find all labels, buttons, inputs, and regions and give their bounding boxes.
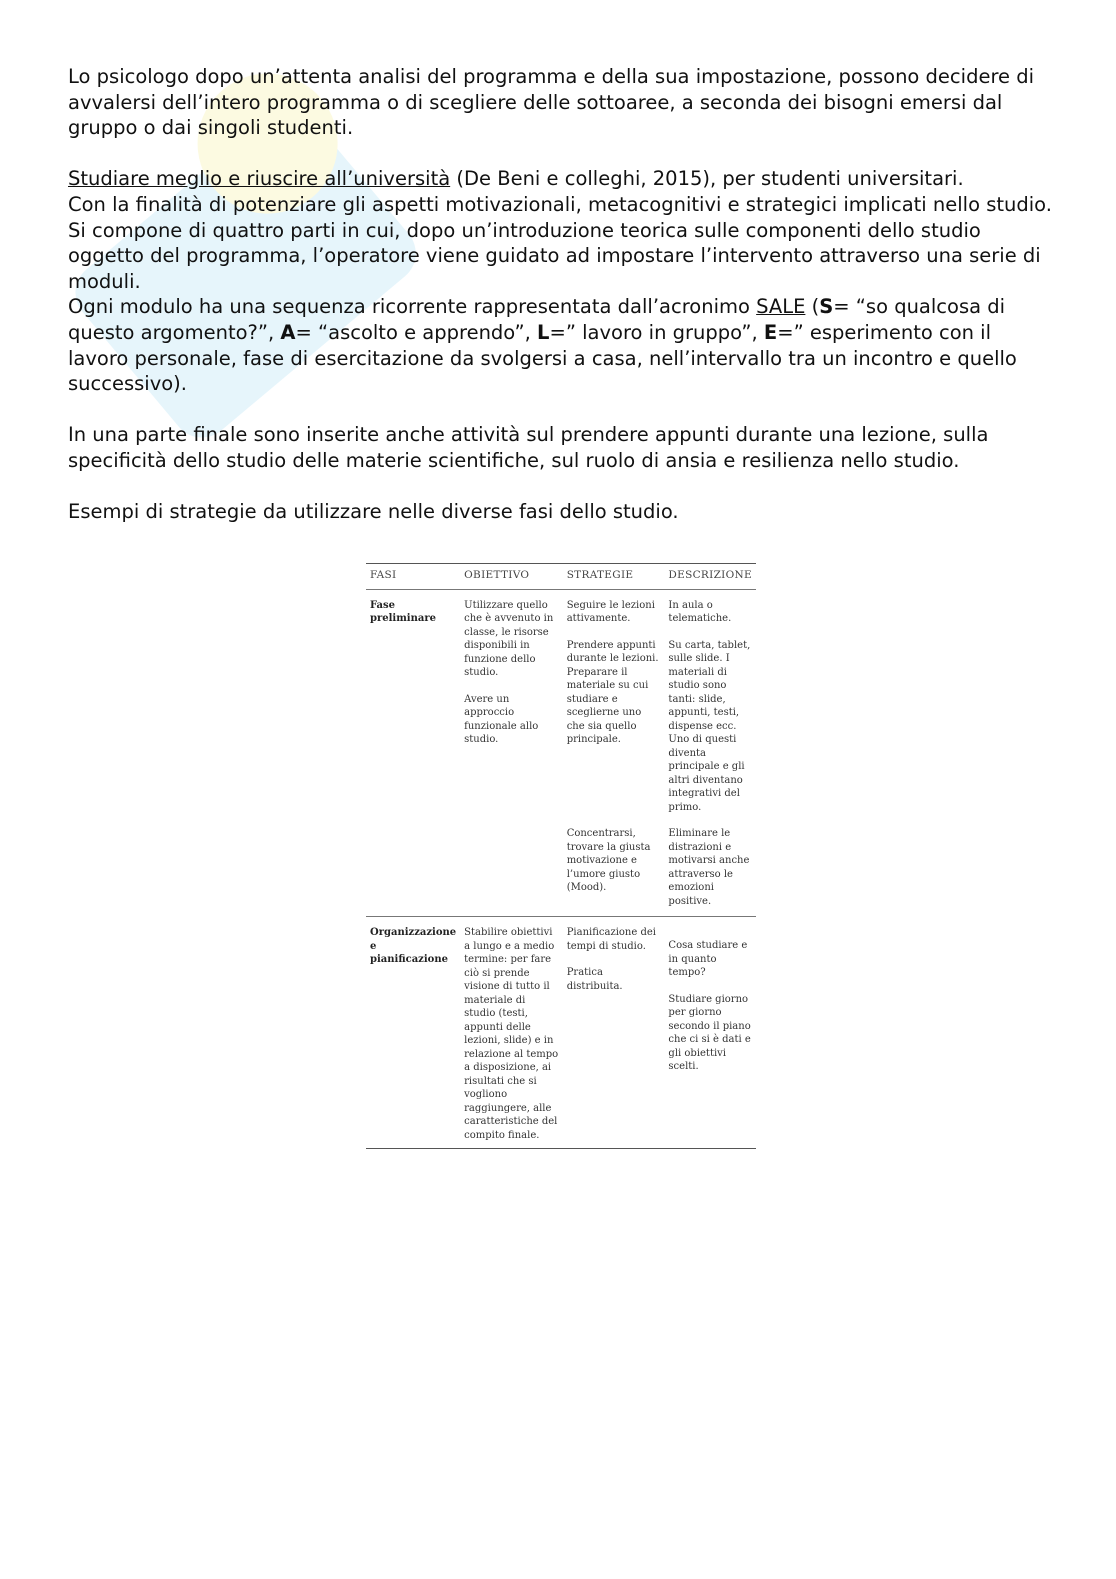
document-body bbox=[68, 64, 1053, 525]
header-descrizione: DESCRIZIONE bbox=[664, 564, 756, 590]
obiettivo-cell bbox=[460, 818, 563, 917]
fase-cell bbox=[366, 818, 460, 917]
sale-acronym: SALE bbox=[756, 295, 806, 319]
descrizione-cell: Cosa studiare e in quanto tempo? Studiare giorno per giorno secondo il piano che ci si è dati e gli obiettivi scelti. bbox=[664, 917, 756, 1149]
table-row bbox=[366, 818, 756, 917]
strategies-table-container bbox=[366, 563, 756, 1149]
strategies-table bbox=[366, 563, 756, 1149]
obiettivo-cell: Stabilire obiettivi a lungo e a medio termine: per fare ciò si prende visione di tutto il materiale di studio (testi, appunti delle lezioni, slide) e in relazione al tempo a disposizione, ai risultati che si vogliono raggiungere, alle caratteristiche del compito finale. bbox=[460, 917, 563, 1149]
program-paragraph bbox=[68, 166, 1053, 192]
header-strategie: STRATEGIE bbox=[563, 564, 665, 590]
fase-cell: Fase preliminare bbox=[370, 599, 436, 624]
strategie-cell: Seguire le lezioni attivamente. Prendere appunti durante le lezioni. Preparare il materiale su cui studiare e sceglierne uno che sia quello principale. bbox=[566, 599, 659, 745]
program-title-link[interactable]: Studiare meglio e riuscire all’università bbox=[68, 167, 451, 191]
header-obiettivo: OBIETTIVO bbox=[460, 564, 563, 590]
program-citation: (De Beni e colleghi, 2015), per studenti universitari. bbox=[450, 167, 964, 191]
descrizione-cell: Eliminare le distrazioni e motivarsi anche attraverso le emozioni positive. bbox=[664, 818, 756, 917]
table-row bbox=[366, 589, 756, 818]
table-row bbox=[366, 917, 756, 1149]
strategie-cell: Concentrarsi, trovare la giusta motivazione e l’umore giusto (Mood). bbox=[563, 818, 665, 917]
structure-paragraph: Si compone di quattro parti in cui, dopo un’introduzione teorica sulle componenti dello studio oggetto del programma, l’operatore viene guidato ad impostare l’intervento attraverso una serie di moduli. bbox=[68, 218, 1041, 293]
intro-paragraph: Lo psicologo dopo un’attenta analisi del programma e della sua impostazione, possono decidere di avvalersi dell’intero programma o di scegliere delle sottoaree, a seconda dei bisogni emersi dal gruppo o dai singoli studenti. bbox=[68, 65, 1035, 140]
examples-caption: Esempi di strategie da utilizzare nelle diverse fasi dello studio. bbox=[68, 500, 679, 524]
final-part-paragraph: In una parte finale sono inserite anche attività sul prendere appunti durante una lezione, sulla specificità dello studio delle materie scientifiche, sul ruolo di ansia e resilienza nello studio. bbox=[68, 423, 989, 472]
table-header-row bbox=[366, 564, 756, 590]
strategie-cell: Pianificazione dei tempi di studio. Pratica distribuita. bbox=[563, 917, 665, 1149]
header-fasi: FASI bbox=[366, 564, 460, 590]
obiettivo-cell: Utilizzare quello che è avvenuto in classe, le risorse disponibili in funzione dello studio. Avere un approccio funzionale allo studio. bbox=[464, 599, 554, 745]
sale-paragraph: Ogni modulo ha una sequenza ricorrente rappresentata dall’acronimo SALE (S= “so qualcosa di questo argomento?”, A= “ascolto e apprendo”, L=” lavoro in gruppo”, E=” esperimento con il lavoro personale, fase di esercitazione da svolgersi a casa, nell’intervallo tra un incontro e quello successivo). bbox=[68, 295, 1017, 396]
purpose-paragraph: Con la finalità di potenziare gli aspetti motivazionali, metacognitivi e strategici implicati nello studio. bbox=[68, 192, 1052, 216]
fase-cell: Organizzazione e pianificazione bbox=[366, 917, 460, 1149]
descrizione-cell: In aula o telematiche. Su carta, tablet, sulle slide. I materiali di studio sono tanti: slide, appunti, testi, dispense ecc. Uno di questi diventa principale e gli altri diventano integrativi del primo. bbox=[668, 599, 751, 813]
